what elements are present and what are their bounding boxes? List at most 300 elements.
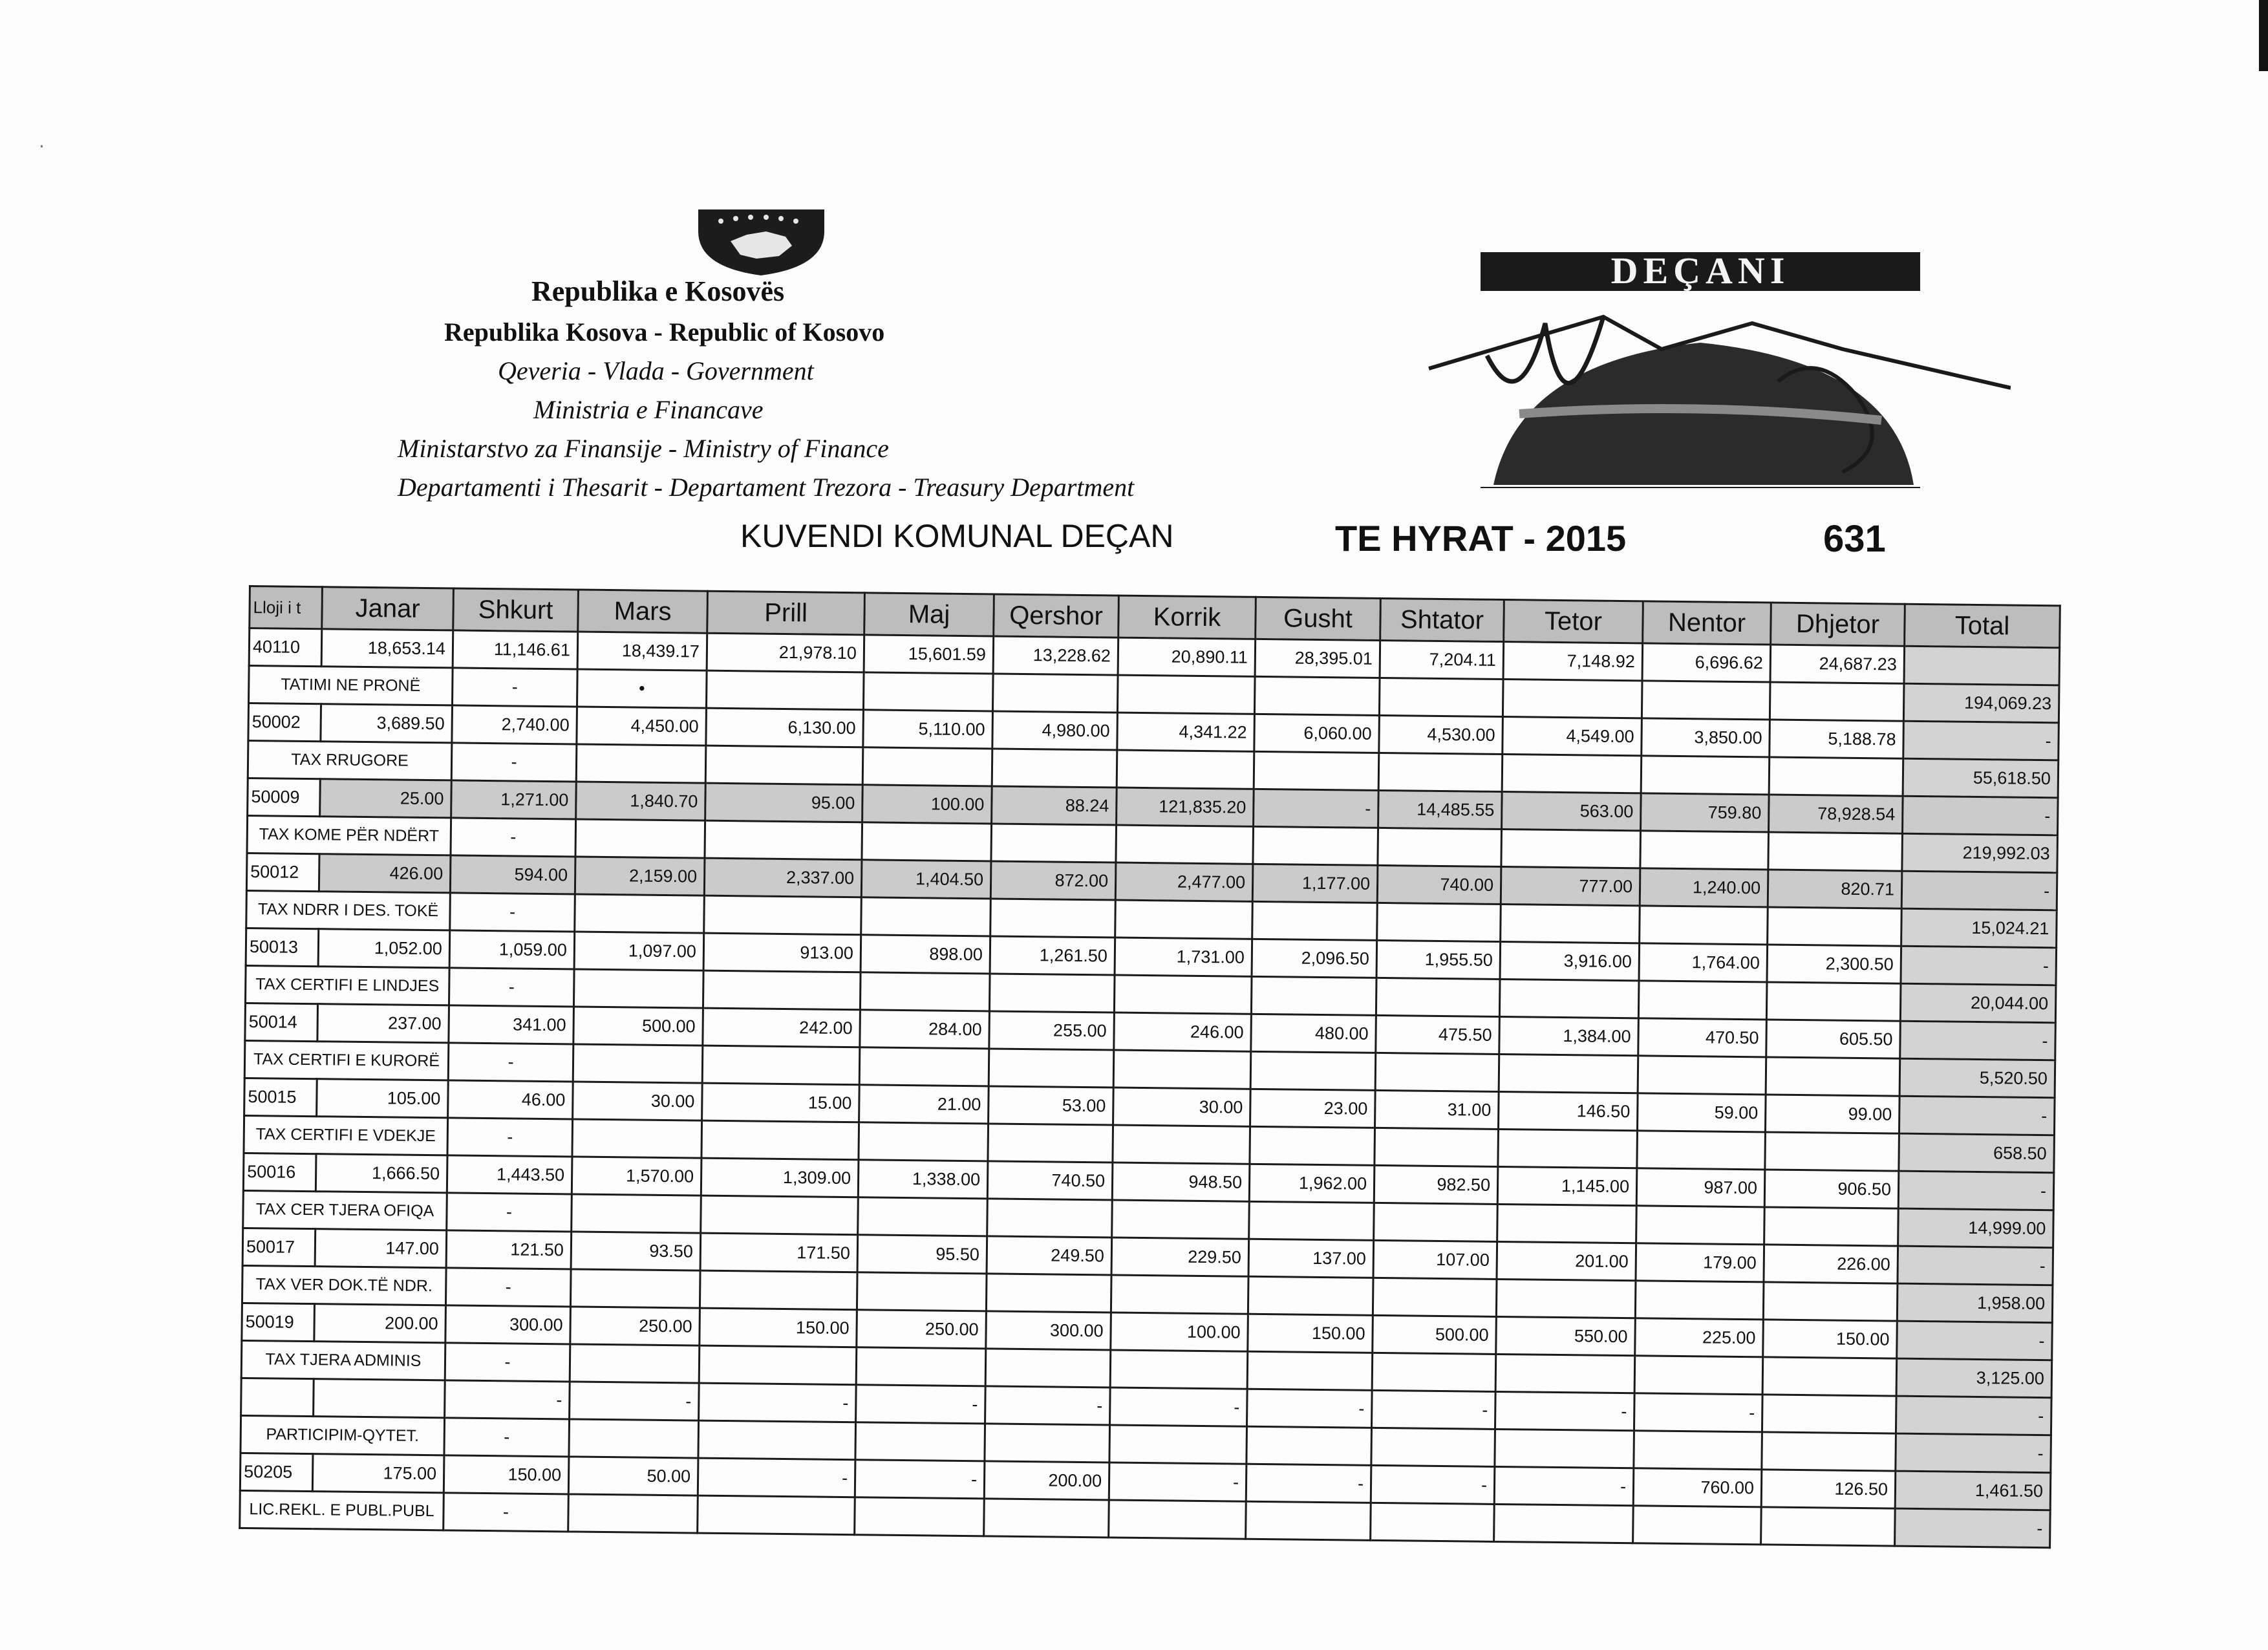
month-value: 21.00 bbox=[859, 1085, 989, 1124]
sub-value bbox=[988, 1124, 1113, 1162]
sub-value bbox=[1113, 1050, 1251, 1089]
header-month: Maj bbox=[864, 593, 994, 636]
month-value: 25.00 bbox=[320, 779, 452, 818]
month-value: 550.00 bbox=[1496, 1316, 1636, 1355]
sub-value bbox=[1503, 680, 1642, 718]
sub-value bbox=[985, 1424, 1110, 1462]
total-cell: - bbox=[1900, 1021, 2056, 1060]
sub-value: - bbox=[447, 1193, 572, 1232]
month-value: 24,687.23 bbox=[1770, 645, 1905, 683]
month-value: 30.00 bbox=[1113, 1088, 1251, 1126]
header-line-3: Qeveria - Vlada - Government bbox=[498, 356, 814, 385]
total-cell: 1,461.50 bbox=[1895, 1471, 2051, 1510]
revenue-table-wrap bbox=[239, 585, 2059, 1542]
month-value: 53.00 bbox=[989, 1086, 1114, 1125]
header-month: Prill bbox=[707, 591, 865, 635]
total-cell: 15,024.21 bbox=[1901, 908, 2057, 948]
sub-value bbox=[1641, 756, 1770, 795]
month-value: 93.50 bbox=[571, 1232, 701, 1270]
sub-value bbox=[859, 1047, 989, 1086]
month-value: 3,916.00 bbox=[1500, 941, 1640, 980]
header-line-6: Departamenti i Thesarit - Departament Trezora - Treasury Department bbox=[398, 473, 1135, 502]
month-value: - bbox=[1494, 1466, 1634, 1505]
month-value: 906.50 bbox=[1764, 1170, 1899, 1208]
month-value: 246.00 bbox=[1114, 1012, 1252, 1051]
sub-value bbox=[1635, 1281, 1764, 1320]
sub-value bbox=[569, 1419, 699, 1458]
sub-value bbox=[1501, 904, 1640, 943]
month-value: 20,890.11 bbox=[1118, 638, 1256, 676]
month-value: - bbox=[1254, 789, 1379, 828]
sub-value bbox=[572, 1119, 702, 1158]
month-value: 1,666.50 bbox=[316, 1154, 447, 1193]
month-value: 987.00 bbox=[1636, 1168, 1765, 1207]
month-value: 1,309.00 bbox=[701, 1158, 859, 1197]
month-value: 1,764.00 bbox=[1639, 943, 1768, 982]
total-cell: 219,992.03 bbox=[1902, 833, 2058, 873]
header-month: Janar bbox=[322, 587, 454, 630]
sub-value bbox=[1247, 1351, 1373, 1390]
month-value: - bbox=[1247, 1389, 1373, 1428]
month-value: 15.00 bbox=[702, 1083, 860, 1122]
revenue-name: TATIMI NE PRONË bbox=[249, 666, 453, 705]
month-value: 18,653.14 bbox=[321, 629, 453, 668]
month-value: 2,337.00 bbox=[704, 858, 862, 897]
month-value: 7,204.11 bbox=[1380, 640, 1504, 679]
total-cell: - bbox=[1898, 1246, 2053, 1285]
sub-value bbox=[705, 820, 862, 860]
sub-value bbox=[1502, 754, 1642, 793]
month-value: 226.00 bbox=[1764, 1245, 1898, 1283]
month-value: 1,240.00 bbox=[1640, 868, 1768, 907]
sub-value bbox=[1109, 1425, 1247, 1464]
sub-value bbox=[575, 894, 705, 933]
sub-value bbox=[1371, 1428, 1495, 1466]
month-value: - bbox=[1371, 1465, 1495, 1504]
month-value: 898.00 bbox=[861, 935, 990, 974]
month-value: 50.00 bbox=[568, 1457, 698, 1495]
month-value: 913.00 bbox=[703, 933, 861, 972]
month-value: - bbox=[1110, 1388, 1248, 1426]
month-value: 4,530.00 bbox=[1379, 715, 1503, 754]
month-value: 470.50 bbox=[1638, 1018, 1767, 1057]
sub-value bbox=[698, 1420, 856, 1460]
total-cell: - bbox=[1898, 1171, 2054, 1210]
sub-value bbox=[991, 824, 1117, 862]
sub-value bbox=[1250, 1126, 1375, 1165]
month-value: 1,404.50 bbox=[861, 860, 991, 899]
revenue-name: TAX CERTIFI E LINDJES bbox=[246, 965, 450, 1005]
month-value bbox=[314, 1379, 445, 1418]
sub-value bbox=[1112, 1200, 1250, 1239]
month-value: - bbox=[856, 1385, 986, 1424]
header-month: Shtator bbox=[1380, 598, 1504, 641]
sub-value bbox=[1113, 1125, 1250, 1164]
revenue-name: LIC.REKL. E PUBL.PUBL bbox=[240, 1490, 444, 1530]
total-cell: 3,125.00 bbox=[1896, 1358, 2052, 1398]
month-value: 1,097.00 bbox=[574, 932, 704, 970]
sub-value bbox=[1499, 1054, 1638, 1093]
revenue-name: TAX CERTIFI E VDEKJE bbox=[244, 1115, 448, 1155]
sub-value: - bbox=[445, 1343, 570, 1382]
sub-value bbox=[1252, 901, 1378, 940]
month-value: - bbox=[698, 1458, 855, 1497]
month-value: 1,443.50 bbox=[447, 1155, 572, 1194]
month-value: 95.00 bbox=[705, 783, 863, 822]
month-value: 740.50 bbox=[987, 1161, 1113, 1200]
sub-value: • bbox=[577, 669, 707, 708]
header-month: Shkurt bbox=[453, 588, 579, 632]
total-cell bbox=[1904, 646, 2060, 685]
header-month: Nentor bbox=[1643, 601, 1771, 645]
month-value: 250.00 bbox=[570, 1307, 700, 1345]
month-value: 229.50 bbox=[1111, 1238, 1249, 1276]
sub-value bbox=[1379, 678, 1503, 716]
month-value: 948.50 bbox=[1112, 1162, 1250, 1201]
sub-value bbox=[1762, 1432, 1896, 1471]
sub-value bbox=[1254, 676, 1380, 715]
revenue-name: TAX NDRR I DES. TOKË bbox=[246, 890, 451, 930]
total-cell: 1,958.00 bbox=[1897, 1283, 2053, 1323]
month-value: 6,130.00 bbox=[706, 708, 864, 747]
total-cell: - bbox=[1903, 721, 2059, 760]
month-value: 2,300.50 bbox=[1767, 945, 1901, 983]
sub-value bbox=[1638, 981, 1767, 1020]
sub-value bbox=[1114, 975, 1252, 1014]
revenue-code: 50016 bbox=[243, 1153, 316, 1191]
revenue-code: 50009 bbox=[248, 778, 321, 816]
sub-value bbox=[699, 1345, 857, 1385]
sub-value: - bbox=[444, 1493, 569, 1532]
month-value: 30.00 bbox=[573, 1082, 703, 1120]
sub-value bbox=[992, 749, 1117, 788]
month-value bbox=[1762, 1395, 1896, 1433]
sub-value bbox=[1636, 1206, 1765, 1245]
sub-value bbox=[1246, 1501, 1371, 1540]
sub-value bbox=[1116, 825, 1254, 864]
sub-value: - bbox=[448, 1043, 573, 1082]
sub-value bbox=[1117, 675, 1255, 714]
sub-value bbox=[860, 972, 990, 1011]
month-value: - bbox=[1371, 1390, 1495, 1429]
sub-value bbox=[992, 674, 1118, 712]
sub-value bbox=[702, 1045, 860, 1085]
sub-value bbox=[1765, 1132, 1899, 1171]
sub-value: - bbox=[451, 818, 576, 857]
total-cell: - bbox=[1902, 796, 2058, 835]
month-value: 175.00 bbox=[312, 1454, 444, 1493]
month-value: 500.00 bbox=[573, 1007, 703, 1045]
revenue-name: TAX TJERA ADMINIS bbox=[241, 1340, 445, 1380]
sub-value bbox=[1634, 1431, 1762, 1470]
month-value: - bbox=[1634, 1393, 1762, 1432]
sub-value bbox=[1634, 1356, 1763, 1395]
month-value: 1,338.00 bbox=[858, 1160, 988, 1199]
sub-value bbox=[990, 899, 1116, 938]
sub-value bbox=[1377, 903, 1501, 941]
month-value: 740.00 bbox=[1377, 865, 1501, 904]
sub-value bbox=[698, 1495, 855, 1535]
sub-value: - bbox=[447, 1118, 573, 1157]
month-value: 18,439.17 bbox=[577, 632, 707, 670]
revenue-code: 50014 bbox=[245, 1003, 318, 1041]
month-value: 150.00 bbox=[444, 1455, 569, 1494]
sub-value bbox=[1495, 1429, 1634, 1468]
month-value: 105.00 bbox=[317, 1079, 449, 1118]
total-cell: 658.50 bbox=[1899, 1133, 2055, 1173]
month-value: 1,840.70 bbox=[576, 782, 706, 820]
month-value: 300.00 bbox=[986, 1311, 1111, 1350]
month-value: 7,148.92 bbox=[1503, 642, 1643, 681]
sub-value bbox=[1640, 831, 1769, 870]
sub-value: - bbox=[451, 743, 577, 782]
sub-value bbox=[858, 1197, 988, 1236]
sub-value bbox=[1638, 1056, 1766, 1095]
sub-value bbox=[1246, 1426, 1372, 1465]
sub-value bbox=[1248, 1276, 1373, 1315]
sub-value bbox=[701, 1195, 859, 1235]
sub-value bbox=[987, 1199, 1113, 1238]
total-cell: 5,520.50 bbox=[1899, 1058, 2055, 1098]
sub-value bbox=[1374, 1203, 1498, 1241]
sub-value bbox=[1642, 681, 1770, 720]
header-line-2: Republika Kosova - Republic of Kosovo bbox=[444, 317, 885, 347]
revenue-name: TAX KOME PËR NDËRT bbox=[247, 815, 451, 855]
month-value: 11,146.61 bbox=[453, 630, 578, 669]
month-value: - bbox=[445, 1380, 570, 1419]
month-value: 107.00 bbox=[1373, 1240, 1497, 1279]
kosovo-emblem bbox=[695, 206, 828, 277]
sub-value bbox=[1768, 907, 1902, 946]
revenue-name: TAX RRUGORE bbox=[248, 741, 452, 780]
sub-value bbox=[1770, 682, 1904, 721]
month-value: 6,060.00 bbox=[1254, 714, 1380, 753]
month-value: - bbox=[855, 1460, 985, 1499]
month-value: 126.50 bbox=[1761, 1470, 1896, 1508]
month-value: 15,601.59 bbox=[864, 635, 994, 674]
total-cell: - bbox=[1901, 871, 2057, 910]
header-month: Gusht bbox=[1256, 597, 1381, 640]
sub-value bbox=[1117, 750, 1254, 789]
month-value: 982.50 bbox=[1374, 1165, 1498, 1204]
month-value: 78,928.54 bbox=[1769, 795, 1903, 833]
sub-value bbox=[862, 747, 992, 786]
month-value: 46.00 bbox=[448, 1080, 573, 1119]
month-value: 1,145.00 bbox=[1497, 1166, 1637, 1205]
sub-value bbox=[855, 1497, 985, 1536]
revenue-code: 50002 bbox=[248, 703, 321, 742]
sub-value bbox=[1640, 906, 1768, 945]
sub-value bbox=[1373, 1278, 1497, 1316]
sub-value: - bbox=[444, 1418, 570, 1457]
logo-text: DEÇANI bbox=[1610, 252, 1790, 292]
sub-value bbox=[1768, 832, 1903, 871]
month-value: 820.71 bbox=[1768, 870, 1902, 908]
month-value: 759.80 bbox=[1641, 793, 1770, 832]
sub-value bbox=[1378, 828, 1502, 866]
revenue-table-body bbox=[240, 628, 2060, 1548]
sub-value: - bbox=[450, 893, 575, 932]
sub-value bbox=[573, 969, 703, 1008]
sub-value bbox=[576, 744, 706, 783]
month-value: 4,980.00 bbox=[992, 711, 1118, 750]
revenue-code: 50013 bbox=[246, 928, 319, 966]
sub-value bbox=[573, 1044, 703, 1083]
header-line-4: Ministria e Financave bbox=[533, 395, 764, 424]
month-value: 200.00 bbox=[984, 1461, 1109, 1500]
total-cell: 194,069.23 bbox=[1903, 683, 2059, 723]
sub-value bbox=[1371, 1503, 1495, 1541]
sub-value bbox=[1763, 1282, 1898, 1321]
revenue-code: 50012 bbox=[246, 853, 319, 891]
total-cell: - bbox=[1899, 1096, 2055, 1135]
header-line-1: Republika e Kosovës bbox=[531, 275, 785, 307]
month-value: 777.00 bbox=[1501, 866, 1640, 905]
month-value: 88.24 bbox=[992, 786, 1117, 825]
revenue-code bbox=[241, 1378, 314, 1416]
month-value: 300.00 bbox=[445, 1305, 571, 1344]
revenue-code: 50015 bbox=[244, 1078, 317, 1116]
month-value: 179.00 bbox=[1636, 1243, 1764, 1282]
month-value: 5,110.00 bbox=[863, 710, 993, 749]
month-value: 59.00 bbox=[1637, 1093, 1766, 1132]
month-value: 4,341.22 bbox=[1117, 712, 1255, 751]
month-value: 3,850.00 bbox=[1642, 718, 1770, 757]
revenue-name: TAX VER DOK.TË NDR. bbox=[242, 1265, 446, 1305]
sub-value bbox=[1110, 1350, 1248, 1389]
sub-value bbox=[1498, 1129, 1638, 1168]
month-value: 4,450.00 bbox=[577, 707, 707, 745]
month-value: - bbox=[1109, 1462, 1246, 1501]
month-value: 150.00 bbox=[1763, 1320, 1898, 1358]
revenue-code: 50019 bbox=[242, 1303, 315, 1341]
revenue-code: 50017 bbox=[242, 1228, 316, 1266]
total-cell: 55,618.50 bbox=[1903, 758, 2059, 798]
sub-value bbox=[1637, 1131, 1766, 1170]
revenue-name: TAX CER TJERA OFIQA bbox=[243, 1190, 447, 1230]
month-value: 563.00 bbox=[1502, 791, 1642, 830]
month-value: 500.00 bbox=[1373, 1315, 1497, 1354]
month-value: 2,740.00 bbox=[452, 705, 577, 744]
month-value: 2,096.50 bbox=[1252, 939, 1377, 978]
sub-value bbox=[863, 672, 993, 711]
sub-value: - bbox=[445, 1268, 571, 1307]
month-value: 147.00 bbox=[315, 1229, 447, 1268]
sub-value bbox=[704, 895, 862, 935]
month-value: 475.50 bbox=[1376, 1015, 1500, 1054]
revenue-title: TE HYRAT - 2015 bbox=[1335, 518, 1627, 559]
month-value: 150.00 bbox=[1248, 1314, 1373, 1353]
month-value: 1,177.00 bbox=[1252, 864, 1378, 903]
sub-value bbox=[1494, 1504, 1634, 1543]
month-value: 237.00 bbox=[317, 1004, 449, 1043]
revenue-code: 40110 bbox=[249, 628, 322, 667]
month-value: 23.00 bbox=[1250, 1089, 1376, 1128]
month-value: 255.00 bbox=[989, 1011, 1115, 1050]
sub-value bbox=[1250, 1051, 1376, 1090]
sub-value bbox=[1115, 900, 1253, 939]
sub-value bbox=[1375, 1128, 1499, 1166]
month-value: 284.00 bbox=[860, 1010, 990, 1049]
total-cell: - bbox=[1897, 1321, 2053, 1360]
sub-value bbox=[1766, 1057, 1900, 1096]
month-value: 594.00 bbox=[450, 855, 575, 894]
sub-value bbox=[989, 974, 1115, 1012]
month-value: 146.50 bbox=[1499, 1091, 1638, 1130]
total-cell: - bbox=[1901, 946, 2057, 985]
total-cell: 14,999.00 bbox=[1898, 1208, 2054, 1248]
sub-value bbox=[1253, 826, 1378, 865]
month-value: 100.00 bbox=[862, 785, 992, 824]
sub-value bbox=[1496, 1279, 1636, 1318]
month-value: 341.00 bbox=[449, 1005, 574, 1044]
sub-value bbox=[862, 822, 992, 861]
municipality-title: KUVENDI KOMUNAL DEÇAN bbox=[740, 518, 1174, 554]
month-value: 3,689.50 bbox=[321, 704, 453, 743]
month-value: - bbox=[1246, 1464, 1371, 1503]
month-value: 4,549.00 bbox=[1503, 716, 1642, 755]
header-total: Total bbox=[1905, 604, 2060, 648]
sub-value bbox=[984, 1499, 1109, 1538]
month-value: 13,228.62 bbox=[993, 636, 1118, 675]
sub-value bbox=[857, 1272, 987, 1311]
sub-value bbox=[1762, 1357, 1897, 1396]
sub-value bbox=[1111, 1275, 1248, 1314]
sub-value bbox=[856, 1347, 986, 1386]
sub-value bbox=[570, 1269, 700, 1308]
month-value: 225.00 bbox=[1635, 1318, 1764, 1357]
month-value: 21,978.10 bbox=[707, 633, 864, 672]
sub-value: - bbox=[453, 668, 578, 707]
month-value: 1,570.00 bbox=[572, 1157, 701, 1195]
sub-value bbox=[1497, 1204, 1637, 1243]
sub-value bbox=[986, 1274, 1111, 1312]
month-value: 1,271.00 bbox=[451, 780, 577, 819]
month-value: 480.00 bbox=[1251, 1014, 1376, 1053]
month-value: 2,159.00 bbox=[575, 857, 705, 895]
sub-value bbox=[701, 1120, 859, 1160]
month-value: 1,962.00 bbox=[1249, 1164, 1375, 1203]
decani-logo bbox=[1390, 252, 2011, 488]
month-value: 1,059.00 bbox=[449, 930, 575, 969]
total-cell: - bbox=[1896, 1433, 2051, 1473]
header-month: Dhjetor bbox=[1771, 603, 1905, 646]
sub-value bbox=[1378, 753, 1503, 791]
sub-value bbox=[568, 1494, 698, 1533]
header-month: Korrik bbox=[1118, 595, 1256, 639]
sub-value bbox=[1766, 982, 1901, 1021]
month-value: 1,731.00 bbox=[1115, 938, 1252, 976]
sub-value bbox=[1372, 1353, 1496, 1391]
sub-value bbox=[985, 1349, 1111, 1388]
month-value: 1,052.00 bbox=[318, 929, 450, 968]
month-value: 249.50 bbox=[987, 1236, 1112, 1275]
month-value: 121,835.20 bbox=[1117, 788, 1254, 826]
month-value: 242.00 bbox=[703, 1008, 861, 1047]
sub-value bbox=[1764, 1207, 1899, 1246]
month-value: - bbox=[1495, 1391, 1634, 1430]
month-value: 2,477.00 bbox=[1115, 862, 1253, 901]
sub-value bbox=[572, 1194, 701, 1233]
month-value: 5,188.78 bbox=[1770, 720, 1904, 758]
month-value: 6,696.62 bbox=[1642, 643, 1771, 682]
month-value: 150.00 bbox=[700, 1308, 857, 1347]
month-value: 201.00 bbox=[1497, 1241, 1636, 1280]
month-value: 171.50 bbox=[700, 1233, 858, 1272]
month-value: 200.00 bbox=[314, 1304, 446, 1343]
month-value: 14,485.55 bbox=[1378, 790, 1503, 829]
month-value: 760.00 bbox=[1633, 1468, 1762, 1507]
